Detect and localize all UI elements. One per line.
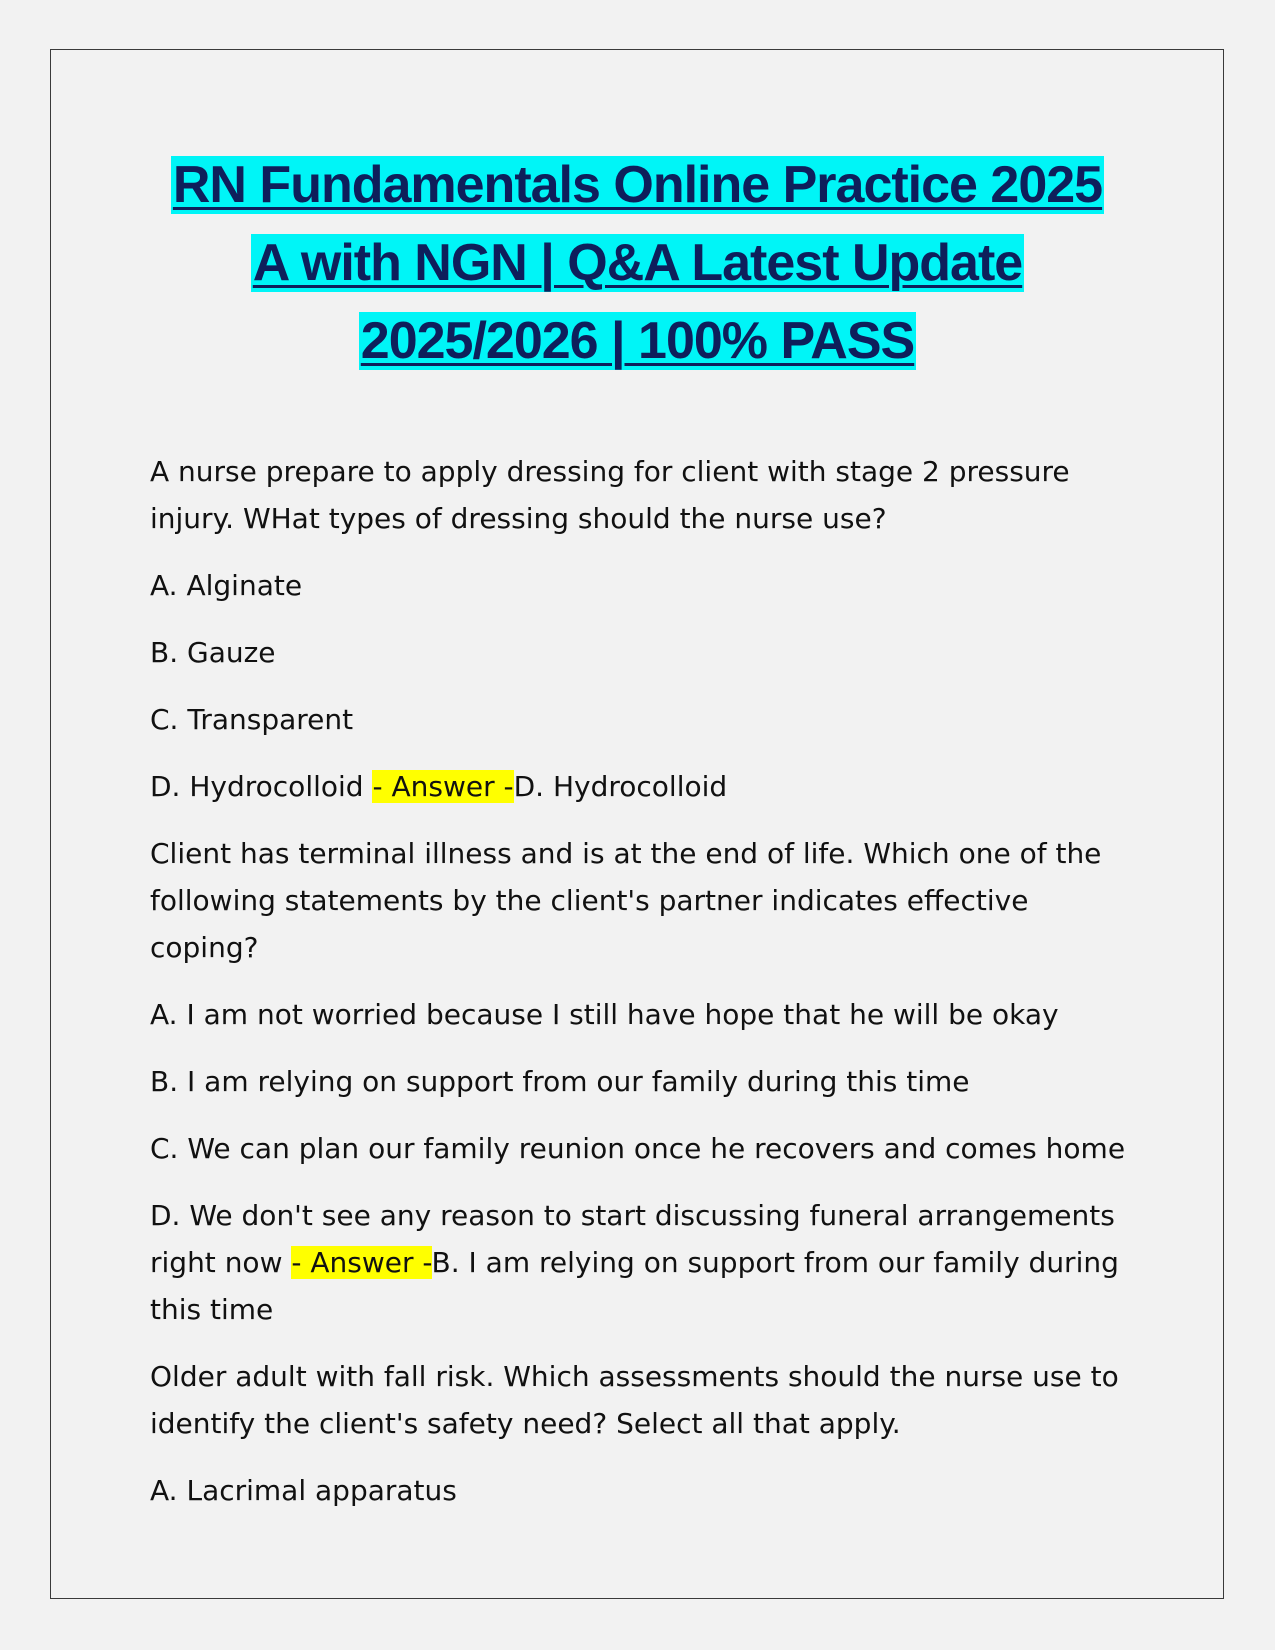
question-1-option-c: C. Transparent xyxy=(150,703,354,736)
question-1-option-a: A. Alginate xyxy=(150,569,303,602)
document-body xyxy=(150,448,1130,1534)
question-2-answer: B. I am relying on support from our family during this time xyxy=(150,1246,1119,1326)
question-1-stem: A nurse prepare to apply dressing for client with stage 2 pressure injury. WHat types of dressing should the nurse use? xyxy=(150,455,1070,535)
question-1-option-d-with-answer xyxy=(150,763,1130,810)
question-1-option-d: D. Hydrocolloid xyxy=(150,770,373,803)
question-1-option-b: B. Gauze xyxy=(150,636,276,669)
question-1-answer: D. Hydrocolloid xyxy=(513,770,728,803)
question-2-option-b: B. I am relying on support from our family during this time xyxy=(150,1065,970,1098)
question-2-option-d-with-answer xyxy=(150,1192,1130,1333)
title-highlight: RN Fundamentals Online Practice 2025 A with NGN | Q&A Latest Update 2025/2026 | 100% PASS xyxy=(172,156,1103,370)
question-2-option-d: D. We don't see any reason to start discussing funeral arrangements right now xyxy=(150,1199,1115,1279)
question-2-stem: Client has terminal illness and is at the end of life. Which one of the following statements by the client's partner indicates effective coping? xyxy=(150,837,1102,964)
question-3-option-a: A. Lacrimal apparatus xyxy=(150,1474,457,1507)
answer-tag: - Answer - xyxy=(291,1246,432,1279)
answer-tag: - Answer - xyxy=(372,770,514,803)
document-title xyxy=(150,146,1125,380)
question-2-option-c: C. We can plan our family reunion once he recovers and comes home xyxy=(150,1132,1126,1165)
question-3-stem: Older adult with fall risk. Which assessments should the nurse use to identify the client's safety need? Select all that apply. xyxy=(150,1360,1119,1440)
question-2-option-a: A. I am not worried because I still have hope that he will be okay xyxy=(150,998,1059,1031)
